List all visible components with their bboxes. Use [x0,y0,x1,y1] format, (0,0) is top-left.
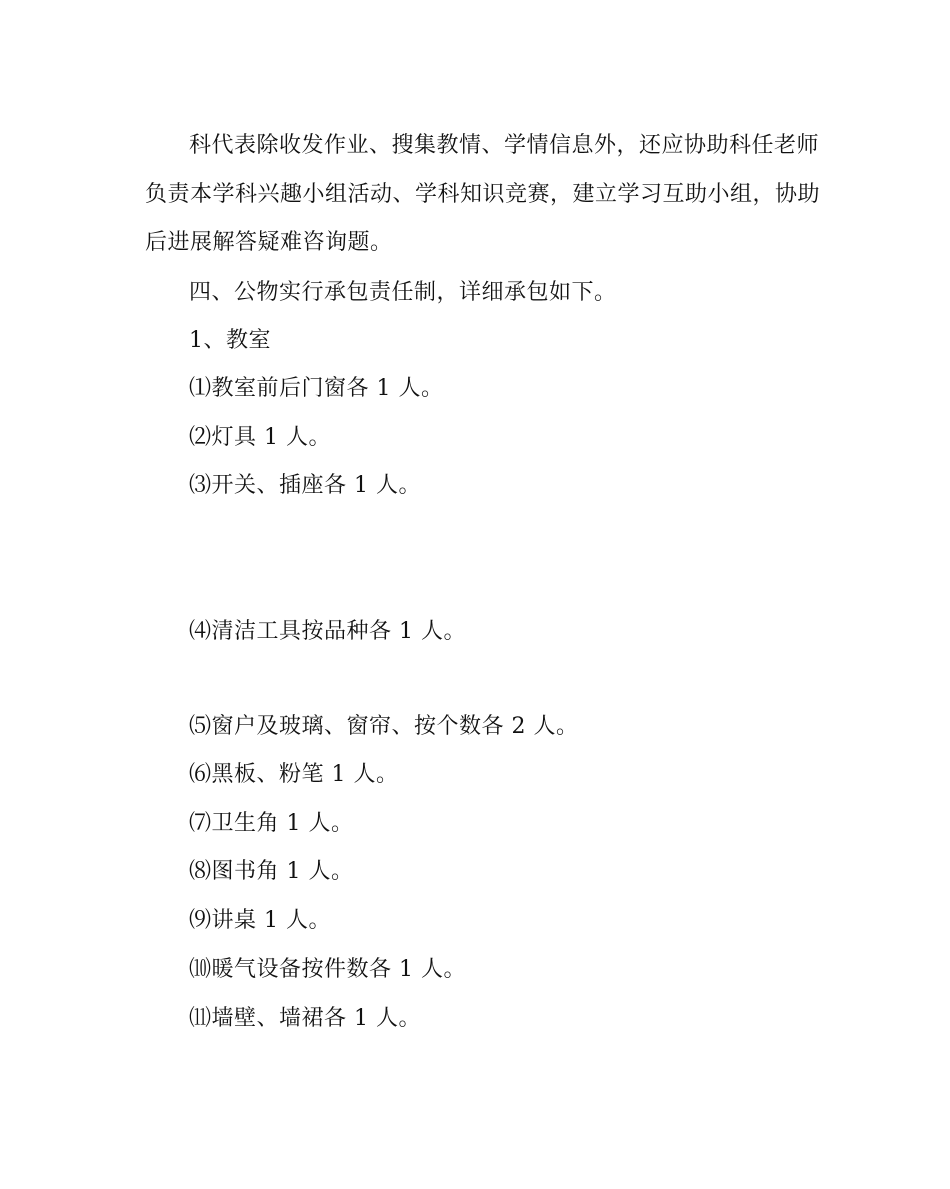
list-item: ⑻图书角 1 人。 [189,859,354,884]
list-item: ⑾墙壁、墙裙各 1 人。 [189,1006,421,1031]
list-item: ⑷清洁工具按品种各 1 人。 [189,619,466,644]
list-item: ⑼讲桌 1 人。 [189,908,331,933]
list-item: ⑵灯具 1 人。 [189,425,331,450]
section-heading: 四、公物实行承包责任制，详细承包如下。 [189,280,617,305]
list-item: ⑹黑板、粉笔 1 人。 [189,762,399,787]
list-item: ⑶开关、插座各 1 人。 [189,473,421,498]
list-item: ⑴教室前后门窗各 1 人。 [189,376,444,401]
subsection-heading: 1、教室 [189,328,271,353]
list-item: ⑺卫生角 1 人。 [189,811,354,836]
paragraph-line: 负责本学科兴趣小组活动、学科知识竞赛，建立学习互助小组，协助 [145,182,821,207]
paragraph-line: 科代表除收发作业、搜集教情、学情信息外，还应协助科任老师 [189,133,820,158]
list-item: ⑸窗户及玻璃、窗帘、按个数各 2 人。 [189,714,579,739]
paragraph-line: 后进展解答疑难咨询题。 [145,230,393,255]
list-item: ⑽暖气设备按件数各 1 人。 [189,957,466,982]
